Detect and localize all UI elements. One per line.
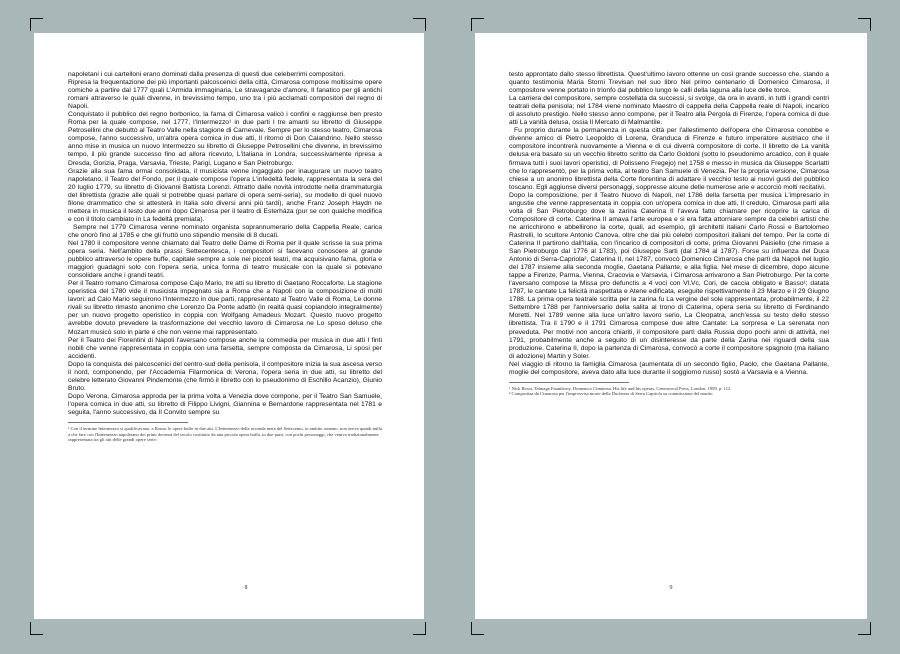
paragraph: Nel 1780 il compositore venne chiamato dal Teatro delle Dame di Roma per il quale scrisse la sua prima opera seria. Nell'ambito della prassi Settecentesca, i compositori si facevano conoscere al grande pubblico attraverso le opere buffe, capitale sempre a sole nei piccoli teatri, ma acquisivano fama, gloria e maggiori guadagni solo con l'opera seria, unica forma di teatro musicale con la quale si potevano consolidare anche i grandi teatri.	[68, 239, 382, 280]
paragraph: Grazie alla sua fama ormai consolidata, il musicista venne ingaggiato per inaugurare un nuovo teatro napoletano, il Teatro del Fondo, per il quale compose l'opera L'infedeltà fedele, rappresentata la sera del 20 luglio 1779, su libretto di Giovanni Battista Lorenzi. Attratto dalle novità introdotte nella drammaturgia del librettista (grazie alle quali si potrebbe quasi parlare di opera semi-seria), su modello di quel nuovo filone drammatico che si attesterà in Italia solo diversi anni più tardi), anche Franz Joseph Haydn ne mettera in musica il testo due anni dopo Cimarosa per il teatro di Esterháza (pur se con qualche modifica e con il titolo cambiato in La fedeltà premiata).	[68, 167, 382, 223]
footnotes	[509, 386, 829, 397]
footnote: ¹ Nick Rossi, Talmage Fauntleroy, Domenico Cimarosa. His life and his operas. Greenwood Press, London, 1999, p. 112.	[509, 385, 732, 391]
crop-mark-icon	[30, 18, 43, 31]
footnote: ² Compositaa da Cimarosa per l'improvvisa morte della Duchessa di Serra Capriola su commissione del marito.	[509, 391, 714, 397]
paragraph: Ripresa la frequentazione dei più importanti palcoscenici della città, Cimarosa compose moltissime opere comiche a partire dal 1777 quali L'Armida immaginaria, Le stravaganze d'amore, Il fanatico per gli antichi romani attraverso le quali divenne, in brevissimo tempo, uno tra i più acclamati compositori del regno di Napoli.	[68, 79, 382, 111]
left-page	[34, 33, 424, 619]
paragraph: testo approntato dallo stesso librettista. Quest'ultimo lavoro ottenne un così grande successo che, stando a quanto testimonia Maria Storni Trevisan nel suo libro Nel primo centenario di Domenico Cimarosa, il compositore venne portato in trionfo dal pubblico lungo le calli della laguna alla luce delle torce.	[509, 71, 829, 95]
paragraph: Sempre nel 1779 Cimarosa venne nominato organista soprannumerario della Cappella Reale, carica che onorò fino al 1785 e che gli fruttò uno stipendio mensile di 8 ducati.	[68, 223, 382, 239]
crop-mark-icon	[471, 622, 484, 635]
footnote-divider	[509, 382, 629, 383]
left-page-body	[68, 71, 382, 417]
footnotes	[68, 426, 382, 443]
crop-mark-icon	[413, 18, 426, 31]
crop-mark-icon	[471, 18, 484, 31]
right-page	[475, 33, 867, 619]
footnote: ¹ Con il termine Intermezzo si qualificavano, a Roma, le opere buffe in due atti. L'Intermezzo della seconda metà del Settecento, in ambito romano, non aveva quindi nulla a che fare con l'Intermezzo napoletano dei primi decenni del secolo costituito da una piccola opera buffa, in due parti, con pochi personaggi, che veniva tradizionalmente rappresentata tra gli atti delle grandi opere serie.	[68, 426, 382, 443]
paragraph: Dopo la conquista dei palcoscenici del centro-sud della penisola, il compositore inizia la sua ascesa verso il nord, componendo, per l'Accademia Filarmonica di Verona, l'opera seria in due atti, su libretto del celebre letterato Giovanni Pindemonte (che firmò il libretto con lo pseudonimo di Eschillo Acanzio), Giunio Bruto.	[68, 360, 382, 392]
paragraph: Fu proprio durante la permanenza in questa città per l'allestimento dell'opera che Cimarosa conobbe e divenne amico di Pietro Leopoldo di Lorena, Granduca di Firenze e futuro imperatore austriaco che il compositore incontrerà nuovamente a Vienna e di cui diverrà compositore di corte. Il libretto de La vanità delusa era basato su un vecchio libretto scritto da Carlo Goldoni (sotto lo pseudonimo arcadico, con il quale firmava tutti i suoi lavori operistici, di Polisseno Fregejo) nel 1758 e messo in musica da Giuseppe Scarlatti che lo rappresentò, per la prima volta, al teatro San Samuele di Venezia. Per la propria versione, Cimarosa chiese a un anonimo librettista della Corte fiorentina di adattare il vecchio testo ai nuovi gusti del pubblico toscano. Egli aggiunse diversi personaggi, soppresse alcune delle numerose arie e accorciò molti recitativi.	[509, 127, 829, 191]
paragraph: napoletani i cui cartelloni erano dominati dalla presenza di questi due celeberrimi compositori.	[68, 71, 345, 78]
footnote-divider	[68, 422, 188, 423]
crop-mark-icon	[858, 18, 871, 31]
right-page-body	[509, 71, 829, 377]
crop-mark-icon	[413, 622, 426, 635]
paragraph: Conquistato il pubblico del regno borbonico, la fama di Cimarosa valicò i confini e raggiunse ben presto Roma per la quale compose, nel 1777, l'Intermezzo¹ in due parti I tre amanti su libretto di Giuseppe Petrosellini che debuttò al Teatro Valle nella stagione di Carnevale. Sempre per lo stesso teatro, Cimarosa compose, l'anno successivo, un'altra opera comica in due atti, Il ritorno di Don Calandrino. Nello stesso anno mise in musica un nuovo Intermezzo su libretto di Giuseppe Petrosellini che divenne, in brevissimo tempo, il più grande successo fino ad allora ricevuto, L'italiana in Londra, successivamente ripresa a Dresda, Gorizia, Praga, Varsavia, Trieste, Parigi, Lugano e San Pietroburgo.	[68, 111, 382, 167]
paragraph: Per il Teatro dei Fiorentini di Napoli l'aversano compose anche la commedia per musica in due atti I finti nobili che venne rappresentata in coppia con una farsetta, sempre composta da Cimarosa, Li sposi per accidenti.	[68, 336, 382, 360]
paragraph: Dopo Verona, Cimarosa approda per la prima volta a Venezia dove compone, per il Teatro San Samuele, l'opera comica in due atti, su libretto di Filippo Livigni, Giannina e Bernardone rappresentata nel 1781 e seguita, l'anno successivo, da Il Convito sempre su	[68, 392, 382, 416]
page-number: 8	[244, 585, 248, 591]
crop-mark-icon	[858, 622, 871, 635]
crop-mark-icon	[30, 622, 43, 635]
paragraph: Nel viaggio di ritorno la famiglia Cimarosa (aumentata di un secondo figlio, Paolo, che Gaetana Pallante, moglie del compositore, aveva dato alla luce durante il soggiorno russo) sostò a Varsavia e a Vienna.	[509, 360, 829, 376]
page-number: 9	[669, 585, 673, 591]
paragraph: Per il Teatro romano Cimarosa compose Cajo Mario, tre atti su libretto di Gaetano Roccaforte. La stagione operistica del 1780 vide il musicista impegnato sia a Roma che a Napoli con la composizione di molti lavori: ad Caio Mario seguirono l'Intermezzo in due parti, rappresentato al Teatro Valle di Roma, Le donne rivali su libretto rimasto anonimo che Lorenzo Da Ponte adattò (in realtà quasi copiandolo integralmente) per un nuovo progetto operistico in coppia con Wolfgang Amadeus Mozart. Questo nuovo progetto avrebbe dovuto prevedere la trasformazione del vecchio lavoro di Cimarosa ne Lo sposo deluso che Mozart musicò solo in parte e che non venne mai rappresentato.	[68, 280, 382, 336]
paragraph: Dopo la composizione, per il Teatro Nuovo di Napoli, nel 1786 della farsetta per musica L'impresario in angustie che venne rappresentata in coppia con un'opera comica in due atti, Il credulo, Cimarosa partì alla volta di San Pietroburgo dove la zarina Caterina II l'aveva fatto chiamare per ricoprire la carica di Compositore di corte. Caterina II amava l'arte europea e si era fatta attorniare sempre da celebri artisti che ne arricchirono e abbellirono la corte, quali, ad esempio, gli architetti italiani Carlo Rossi e Bartolomeo Rastrelli, lo scultore Antonio Canova, oltre che dai più celebri compositori italiani del tempo. Per la corte di Caterina II partirono dall'Italia, con l'incarico di compositori di corte, prima Giovanni Paisiello (che rimase a San Pietroburgo dal 1776 al 1783), poi Giuseppe Sarti (dal 1784 al 1787). Forse su influenza del Duca Antonio di Serra-Capriola², Caterina II, nel 1787, convocò Domenico Cimarosa che partì da Napoli nel luglio del 1787 insieme alla seconda moglie, Gaetana Pallante, e alla figlia. Nel mese di dicembre, dopo alcune tappe a Firenze, Parma, Vienna, Cracovia e Varsavia, i Cimarosa arrivarono a San Pietroburgo. Per la corte l'aversano compose la Missa pro defunctis a 4 voci con Vl.Vc, Cori, de caccia obligato e Basso¹; datata 1787, le cantate La felicità inaspettata e Atene edificata, eseguite rispettivamente il 23 Marzo e il 29 Giugno 1788. La prima opera teatrale scritta per la zarina fu La vergine del sole rappresentata, probabilmente, il 22 Settembre 1788 per l'anniversario della salita al trono di Caterina, opera seria su libretto di Ferdinando Moretti. Nel 1789 venne alla luce un'altro lavoro serio, La Cleopatra, anch'essa su testo dello stesso librettista. Tra il 1790 e il 1791 Cimarosa compose due altre Cantate: La sorpresa e La serenata non preveduta. Per motivi non ancora chiariti, il compositore partì dalla Russia dopo pochi anni di attività, nel 1791, probabilmente anche a seguito di un disinteresse da parte della Zarina nei riguardi della sua produzione. Caterina II, dopo la partenza di Cimarosa, convocò a corte il compositore spagnolo (ma italiano di adozione) Martin y Soler.	[509, 191, 829, 360]
paragraph: La carriera del compositore, sempre costellata da successi, si svolge, da ora in avanti, in tutti i grandi centri teatrali della penisola; nel 1784 viene nominato Maestro di cappella della Cappella reale di Napoli, incarico di assoluto prestigio. Nello stesso anno compone, per il Teatro alla Pergola di Firenze, l'opera comica di due atti La vanità delusa, ossia Il Mercato di Malmantile.	[509, 95, 829, 127]
